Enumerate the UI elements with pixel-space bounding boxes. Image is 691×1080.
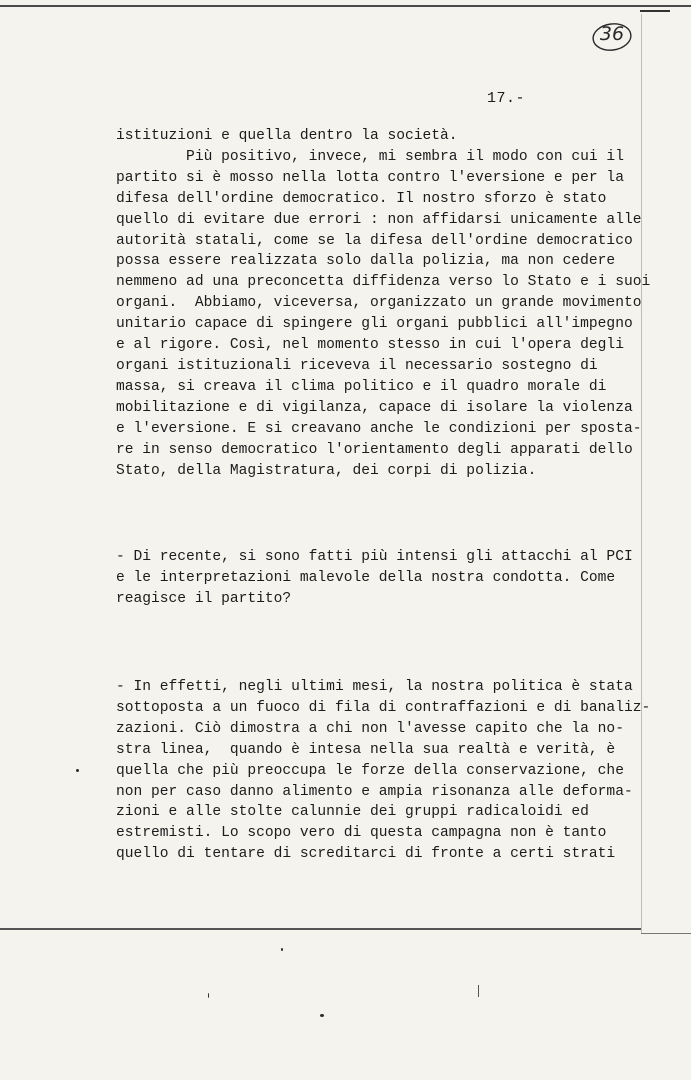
scan-speck (76, 769, 79, 772)
text-line: organi. Abbiamo, viceversa, organizzato un grande movimento (116, 295, 642, 312)
top-edge-line (0, 5, 691, 7)
text-line: Più positivo, invece, mi sembra il modo con cui il (116, 148, 624, 165)
interview-answer (116, 677, 651, 865)
text-line: nemmeno ad una preconcetta diffidenza verso lo Stato e i suoi (116, 274, 651, 291)
text-line: - In effetti, negli ultimi mesi, la nostra politica è stata (116, 679, 633, 695)
text-line: difesa dell'ordine democratico. Il nostro sforzo è stato (116, 190, 607, 207)
text-line: reagisce il partito? (116, 590, 292, 607)
top-edge-mark (640, 10, 670, 12)
text-line: sottoposta a un fuoco di fila di contraffazioni e di banaliz- (116, 699, 651, 716)
text-line: e le interpretazioni malevole della nostra condotta. Come (116, 569, 616, 586)
page-right-edge (641, 14, 642, 934)
scan-speck (208, 993, 209, 998)
text-line: stra linea, quando è intesa nella sua realtà e verità, è (116, 741, 616, 758)
text-line: partito si è mosso nella lotta contro l'eversione e per la (116, 169, 624, 186)
text-line: quello di tentare di screditarci di fronte a certi strati (116, 846, 616, 863)
text-line: possa essere realizzata solo dalla polizia, ma non cedere (116, 253, 616, 270)
text-line: istituzioni e quella dentro la società. (116, 128, 458, 144)
text-line: massa, si creava il clima politico e il quadro morale di (116, 378, 607, 395)
page-number: 17.- (487, 90, 526, 107)
bottom-edge-mark (641, 933, 691, 934)
text-line: zioni e alle stolte calunnie dei gruppi radicaloidi ed (116, 804, 589, 821)
scan-speck (478, 985, 479, 997)
interview-question (116, 547, 636, 610)
text-line: estremisti. Lo scopo vero di questa campagna non è tanto (116, 825, 607, 842)
text-line: e l'eversione. E si creavano anche le condizioni per sposta- (116, 420, 642, 437)
text-line: autorità statali, come se la difesa dell'ordine democratico (116, 232, 633, 249)
text-line: Stato, della Magistratura, dei corpi di polizia. (116, 462, 537, 479)
text-line: unitario capace di spingere gli organi pubblici all'impegno (116, 316, 633, 333)
text-line: - Di recente, si sono fatti più intensi gli attacchi al PCI (116, 549, 633, 565)
archive-stamp (590, 20, 634, 54)
text-line: organi istituzionali riceveva il necessario sostegno di (116, 357, 598, 374)
paragraph-eversione (116, 126, 651, 481)
bottom-edge-line (0, 928, 641, 930)
text-line: zazioni. Ciò dimostra a chi non l'avesse capito che la no- (116, 720, 624, 737)
text-line: non per caso danno alimento e ampia risonanza alle deforma- (116, 783, 633, 800)
text-line: quello di evitare due errori : non affidarsi unicamente alle (116, 211, 642, 228)
text-line: re in senso democratico l'orientamento degli apparati dello (116, 441, 633, 458)
archive-number: 36 (599, 23, 625, 45)
text-line: e al rigore. Così, nel momento stesso in cui l'opera degli (116, 337, 624, 354)
text-line: quella che più preoccupa le forze della conservazione, che (116, 762, 624, 779)
scan-speck (281, 948, 283, 951)
text-line: mobilitazione e di vigilanza, capace di isolare la violenza (116, 399, 633, 416)
scan-speck (320, 1014, 324, 1017)
